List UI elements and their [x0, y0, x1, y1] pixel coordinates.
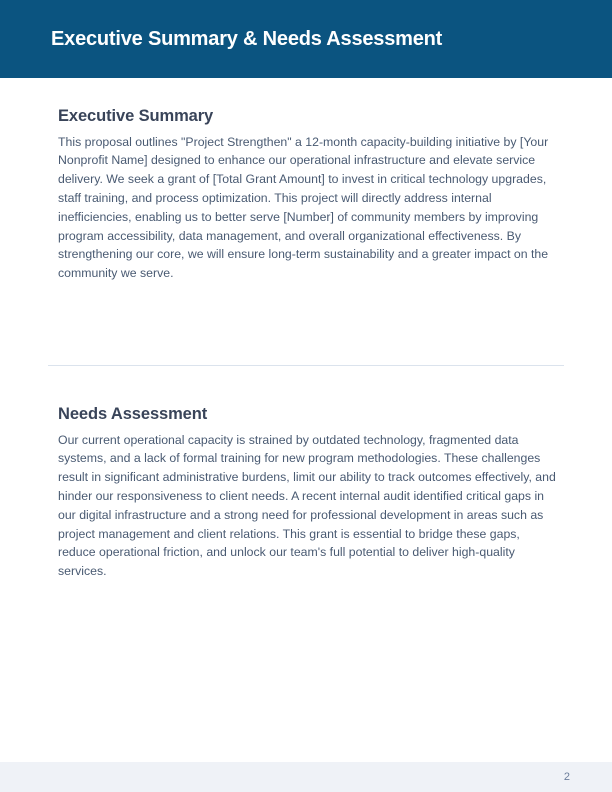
section-heading-needs-assessment: Needs Assessment: [58, 405, 208, 423]
section-body-needs-assessment: Our current operational capacity is strained by outdated technology, fragmented data systems, and a lack of formal training for new program methodologies. These challenges result in significant administrative burdens, limit our ability to track outcomes effectively, and hinder our responsiveness to client needs. A recent internal audit identified critical gaps in our digital infrastructure and a strong need for professional development in areas such as project management and client relations. This grant is essential to bridge these gaps, reduce operational friction, and unlock our team's full potential to deliver high-quality services.: [58, 432, 556, 579]
section-body-executive-summary: This proposal outlines "Project Strengthen" a 12-month capacity-building initiative by [Your Nonprofit Name] designed to enhance our operational infrastructure and elevate service delivery. We seek a grant of [Total Grant Amount] to invest in critical technology upgrades, staff training, and process optimization. This project will directly address internal inefficiencies, enabling us to better serve [Number] of community members by improving program accessibility, data management, and overall organizational effectiveness. By strengthening our core, we will ensure long-term sustainability and a greater impact on the community we serve.: [58, 134, 549, 281]
document-content: [0, 78, 612, 762]
page-footer-band: [0, 762, 612, 792]
page-number: 2: [563, 770, 570, 783]
section-executive-summary: [48, 106, 564, 283]
page-header-band: [0, 0, 612, 78]
section-gap-spacer: [48, 283, 564, 365]
divider-gap-spacer: [48, 366, 564, 404]
section-heading-executive-summary: Executive Summary: [58, 107, 214, 125]
page-title: Executive Summary & Needs Assessment: [51, 28, 443, 50]
section-needs-assessment: [48, 404, 564, 581]
